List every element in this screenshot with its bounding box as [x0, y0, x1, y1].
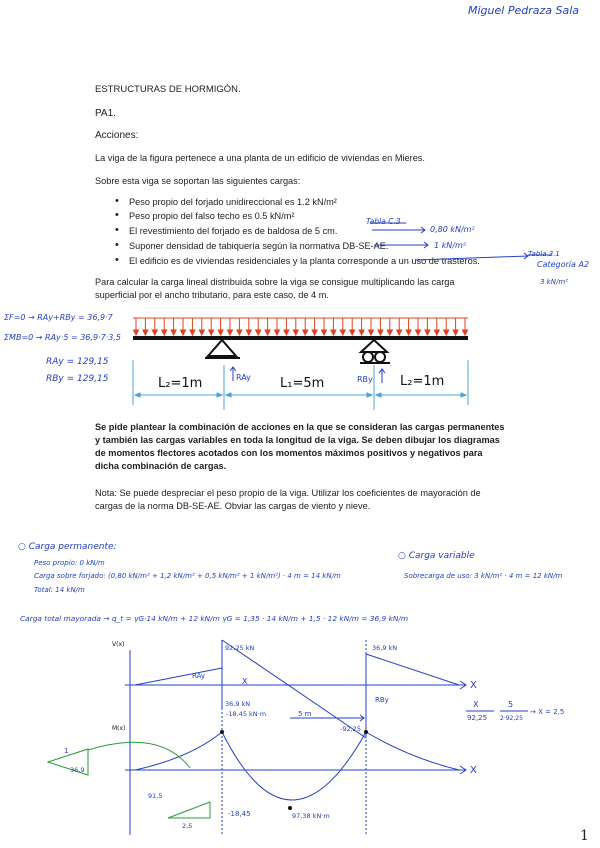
- load-arrow-head: [303, 330, 308, 335]
- load-arrow-head: [369, 330, 374, 335]
- load-arrow-head: [218, 330, 223, 335]
- m-x-label: X: [470, 765, 477, 776]
- sobrecarga: Sobrecarga de uso: 3 kN/m² · 4 m = 12 kN/m: [404, 572, 563, 580]
- distributed-load-arrows: [134, 318, 468, 335]
- load-arrow-head: [463, 330, 468, 335]
- note-categoria: Categoría A2: [537, 260, 590, 269]
- load-arrow-head: [350, 330, 355, 335]
- equation-sum-forces: ΣF=0 → RAy+RBy = 36,9·7: [4, 313, 113, 322]
- peso-propio: Peso propio: 0 kN/m: [34, 559, 105, 567]
- ratio-result: → X = 2,5: [530, 708, 565, 716]
- shear-value-4: -92,25: [340, 725, 361, 733]
- load-arrow-head: [246, 330, 251, 335]
- load-arrow-head: [143, 330, 148, 335]
- reaction-b-value: RBy = 129,15: [46, 374, 109, 384]
- load-arrow-head: [378, 330, 383, 335]
- load-arrow-head: [237, 330, 242, 335]
- load-arrow-head: [152, 330, 157, 335]
- section-heading: Acciones:: [95, 130, 139, 141]
- tributary-text: Para calcular la carga lineal distribuida sobre la viga se consigue multiplicando las carga superficial por el ancho tributario, para este caso, de 4 m.: [95, 277, 455, 300]
- rb-label: RBy: [357, 375, 373, 384]
- ratio-x: X: [473, 700, 479, 709]
- moment-pos: 97,38 kN·m: [292, 812, 330, 820]
- load-arrow-head: [397, 330, 402, 335]
- tri2-a: 91,5: [148, 792, 163, 800]
- load-arrow-head: [312, 330, 317, 335]
- load-arrow-head: [209, 330, 214, 335]
- load-arrow-head: [284, 330, 289, 335]
- list-item: • El revestimiento del forjado es de baldosa de 5 cm.: [129, 226, 337, 236]
- load-arrow-head: [387, 330, 392, 335]
- v-x-label: X: [470, 680, 477, 691]
- permanent-load-title: ○ Carga permanente:: [18, 542, 117, 552]
- load-arrow-head: [256, 330, 261, 335]
- page-title: ESTRUCTURAS DE HORMIGÓN.: [95, 84, 241, 95]
- note-revest-value: 0,80 kN/m²: [430, 225, 475, 234]
- load-arrow-head: [171, 330, 176, 335]
- diagram-dist: 5 m: [298, 710, 312, 718]
- list-item: • Suponer densidad de tabiquería según la normativa DB-SE-AE.: [129, 241, 388, 251]
- note-tabla-31: Tabla 3.1: [528, 250, 560, 258]
- load-arrow-head: [359, 330, 364, 335]
- diagram-x: X: [242, 677, 248, 686]
- load-arrow-head: [331, 330, 336, 335]
- equation-sum-moments: ΣMB=0 → RAy·5 = 36,9·7·3,5: [4, 333, 121, 342]
- load-arrow-head: [322, 330, 327, 335]
- ratio-v: 92,25: [467, 714, 488, 722]
- load-arrow-head: [293, 330, 298, 335]
- v-axis-label: V(x): [112, 641, 125, 648]
- load-arrow-head: [181, 330, 186, 335]
- note-tabiq-value: 1 kN/m²: [434, 241, 466, 250]
- factored-load: Carga total mayorada → q_t = γG·14 kN/m + 12 kN/m γG = 1,35 · 14 kN/m + 1,5 · 12 kN/m = 36,9 kN/m: [20, 614, 409, 623]
- load-arrow-head: [425, 330, 430, 335]
- diagram-rb: RBy: [375, 696, 389, 704]
- note-uso-value: 3 kN/m²: [540, 278, 568, 286]
- load-arrow-head: [265, 330, 270, 335]
- shear-value-5: 36,9 kN: [372, 644, 398, 652]
- carga-forjado: Carga sobre forjado: (0,80 kN/m² + 1,2 kN/m² + 0,5 kN/m² + 1 kN/m²) · 4 m = 14 kN/m: [34, 572, 341, 580]
- span-right-label: L₂=1m: [400, 374, 445, 389]
- load-arrow-head: [444, 330, 449, 335]
- moment-neg-left: -18,45 kN·m: [226, 710, 267, 718]
- diagram-ra: RAy: [192, 672, 206, 680]
- shear-value-1: 92,25 kN: [225, 644, 255, 652]
- beam: [133, 336, 468, 340]
- assignment-label: PA1.: [95, 108, 116, 119]
- load-arrow-head: [340, 330, 345, 335]
- pin-support: [208, 340, 236, 356]
- span-mid-label: L₁=5m: [280, 376, 325, 391]
- note-tabla-c3: Tabla C.3: [366, 217, 401, 226]
- total-permanent: Total: 14 kN/m: [34, 586, 85, 594]
- span-left-label: L₂=1m: [158, 376, 203, 391]
- shear-value-2: 36,9 kN: [225, 700, 251, 708]
- variable-load-title: ○ Carga variable: [398, 551, 475, 561]
- load-arrow-head: [275, 330, 280, 335]
- load-arrow-head: [190, 330, 195, 335]
- intro-text: La viga de la figura pertenece a una planta de un edificio de viviendas en Mieres.: [95, 153, 425, 163]
- ratio-5: 5: [508, 700, 514, 709]
- list-item: • Peso propio del forjado unidireccional es 1.2 kN/m²: [129, 197, 337, 207]
- roller-support: [361, 340, 387, 352]
- shear-moment-diagrams: [0, 630, 600, 835]
- load-arrow-head: [162, 330, 167, 335]
- load-arrow-head: [134, 330, 139, 335]
- author-signature: Miguel Pedraza Sala: [468, 4, 579, 17]
- load-arrow-head: [453, 330, 458, 335]
- task-text: Se pide plantear la combinación de acciones en la que se consideran las cargas permanentes y también las cargas variables en toda la longitud de la viga. Se deben dibujar los diagramas de momentos flectores acotados con los momentos máximos positivos y negativos para dicha combinación de cargas.: [95, 422, 505, 471]
- list-item: • El edificio es de viviendas residenciales y la planta corresponde a un uso de trasteros.: [129, 256, 480, 266]
- load-arrow-head: [416, 330, 421, 335]
- load-arrow-head: [199, 330, 204, 335]
- page-number: 1: [580, 828, 589, 844]
- tri2-b: 2,5: [182, 822, 193, 830]
- load-arrow-head: [406, 330, 411, 335]
- list-item: • Peso propio del falso techo es 0.5 kN/m²: [129, 211, 294, 221]
- loads-intro: Sobre esta viga se soportan las siguientes cargas:: [95, 176, 301, 186]
- ratio-den: 2·92,25: [500, 715, 523, 722]
- ra-label: RAy: [236, 373, 251, 382]
- m-axis-label: M(x): [112, 725, 126, 732]
- tri-a: 36,9: [70, 766, 85, 774]
- note-text: Nota: Se puede despreciar el peso propio de la viga. Utilizar los coeficientes de mayoración de cargas de la norma DB-SE-AE. Obviar las cargas de viento y nieve.: [95, 488, 481, 511]
- tri-b: 1: [64, 747, 69, 755]
- load-arrow-head: [228, 330, 233, 335]
- reaction-a-value: RAy = 129,15: [46, 357, 109, 367]
- load-arrow-head: [434, 330, 439, 335]
- moment-neg-mid: -18,45: [228, 810, 251, 818]
